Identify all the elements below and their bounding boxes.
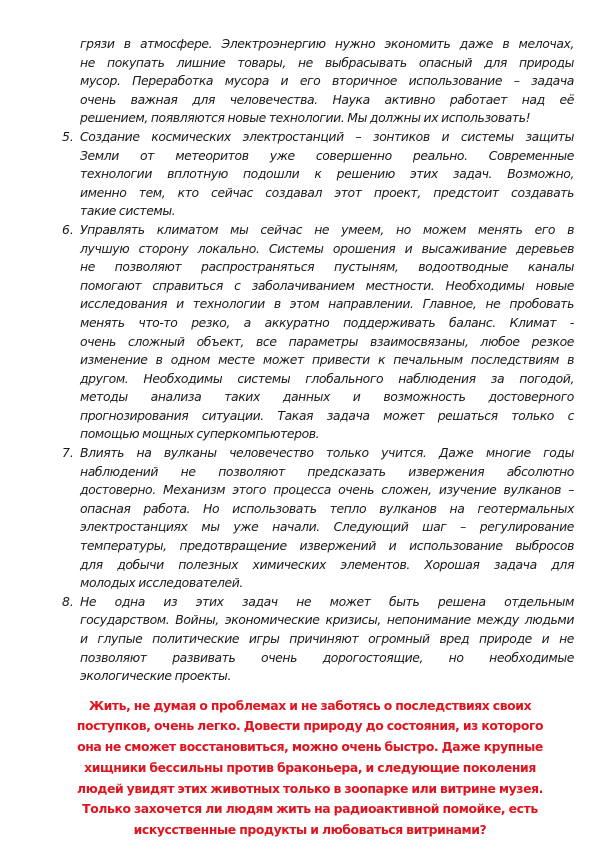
text-line: Не одна из этих задач не может быть решена отдельным bbox=[80, 593, 574, 609]
closing-line: хищники бессильны против браконьера, и следующие поколения bbox=[84, 759, 536, 775]
text-line: менять что-то резко, а аккуратно поддерживать баланс. Климат - bbox=[80, 314, 574, 330]
closing-line: поступков, очень легко. Довести природу до состояния, из которого bbox=[76, 718, 544, 734]
closing-line: Жить, не думая о проблемах и не заботясь о последствиях своих bbox=[88, 697, 532, 713]
text-line: грязи в атмосфере. Электроэнергию нужно экономить даже в мелочах, bbox=[80, 36, 574, 51]
item-body bbox=[80, 593, 574, 686]
text-line: очень сложный объект, все параметры взаимосвязаны, любое резкое bbox=[80, 333, 574, 349]
text-line: температуры, предотвращение извержений и использование выбросов bbox=[80, 538, 574, 554]
text-line: помощью мощных суперкомпьютеров. bbox=[80, 426, 320, 442]
text-line: Земли от метеоритов уже совершенно реально. Современные bbox=[80, 147, 574, 163]
text-line: молодых исследователей. bbox=[80, 575, 243, 591]
text-line: помогают справиться с заболачиванием местности. Необходимы новые bbox=[80, 277, 574, 293]
text-line: государством. Войны, экономические кризисы, непонимание между людьми bbox=[80, 612, 574, 628]
text-line: именно тем, кто сейчас создавал этот проект, предстоит создавать bbox=[80, 184, 574, 200]
text-line: электростанциях мы уже начали. Следующий шаг – регулирование bbox=[80, 519, 574, 535]
closing-line: искусственные продукты и любоваться витринами? bbox=[133, 822, 487, 837]
text-line: мусор. Переработка мусора и его вторичное использование – задача bbox=[80, 73, 574, 89]
list-item-8 bbox=[62, 593, 574, 686]
list-number: 6. bbox=[62, 221, 74, 237]
text-line: Управлять климатом мы сейчас не умеем, но можем менять его в bbox=[80, 221, 574, 237]
list-item-5 bbox=[62, 128, 574, 221]
text-line: и глупые политические игры причиняют огромный вред природе и не bbox=[80, 631, 574, 646]
text-line: прогнозирования ситуации. Такая задача может решаться только с bbox=[80, 407, 574, 423]
list-number: 8. bbox=[62, 593, 74, 609]
text-line: для добычи полезных химических элементов. Хорошая задача для bbox=[80, 556, 574, 572]
item-body bbox=[80, 444, 574, 593]
list-number: 5. bbox=[62, 128, 74, 144]
text-line: очень важная для человечества. Наука активно работает над её bbox=[80, 91, 574, 107]
text-line: методы анализа таких данных и возможность достоверного bbox=[80, 389, 574, 405]
text-line: Влиять на вулканы человечество только учится. Даже многие годы bbox=[80, 445, 574, 461]
text-line: не покупать лишние товары, не выбрасывать опасный для природы bbox=[80, 54, 574, 70]
text-line: Создание космических электростанций – зонтиков и системы защиты bbox=[80, 128, 574, 144]
item-body bbox=[80, 35, 574, 128]
list-item-7 bbox=[62, 444, 574, 593]
text-line: позволяют развивать очень дорогостоящие, но необходимые bbox=[80, 649, 574, 665]
text-line: другом. Необходимы системы глобального наблюдения за погодой, bbox=[80, 370, 574, 386]
text-line: изменение в одном месте может привести к печальным последствиям в bbox=[80, 352, 574, 368]
text-line: достоверно. Механизм этого процесса очень сложен, изучение вулканов – bbox=[80, 482, 574, 498]
text-line: лучшую сторону локально. Системы орошения и высаживание деревьев bbox=[80, 240, 574, 256]
intro-paragraph bbox=[62, 35, 574, 128]
text-line: такие системы. bbox=[80, 203, 176, 219]
text-line: решением, появляются новые технологии. Мы должны их использовать! bbox=[80, 110, 531, 126]
text-line: наблюдений не позволяют предсказать извержения абсолютно bbox=[80, 463, 574, 479]
numbered-list bbox=[62, 35, 574, 686]
item-body bbox=[80, 221, 574, 444]
item-body bbox=[80, 128, 574, 221]
text-line: опасная работа. Но использовать тепло вулканов на геотермальных bbox=[80, 500, 574, 516]
list-item-6 bbox=[62, 221, 574, 444]
closing-line: Только захочется ли людям жить на радиоактивной помойке, есть bbox=[82, 801, 538, 817]
list-number: 7. bbox=[62, 445, 74, 461]
text-line: технологии вплотную подошли к решению этих задач. Возможно, bbox=[80, 166, 574, 182]
closing-appeal bbox=[40, 696, 580, 841]
text-line: исследования и технологии в этом направлении. Главное, не пробовать bbox=[80, 296, 574, 312]
text-line: экологические проекты. bbox=[80, 668, 231, 684]
closing-line: она не сможет восстановиться, можно очень быстро. Даже крупные bbox=[77, 739, 543, 755]
text-line: не позволяют распространяться пустыням, водоотводные каналы bbox=[80, 259, 574, 275]
closing-line: людей увидят этих животных только в зоопарке или витрине музея. bbox=[77, 780, 543, 796]
